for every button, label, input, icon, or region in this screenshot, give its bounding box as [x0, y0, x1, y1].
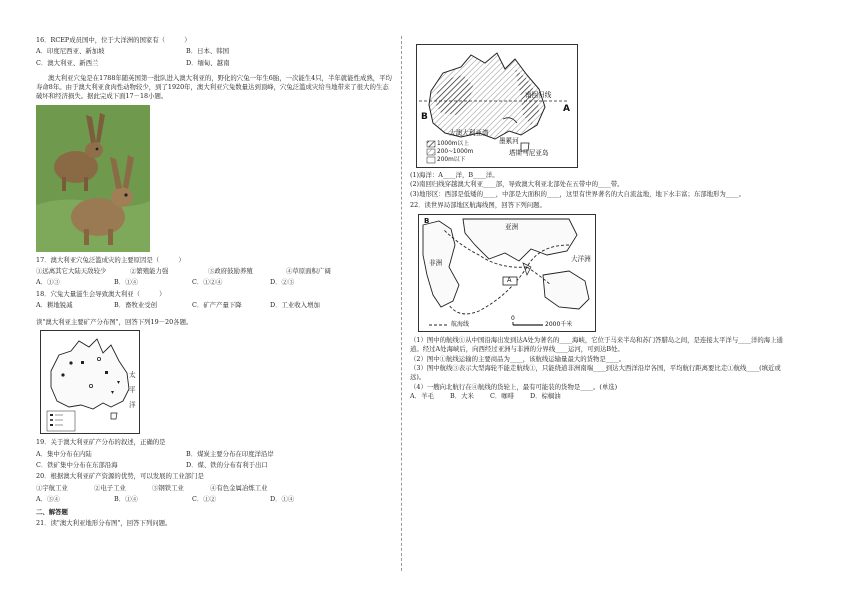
q20-stem: 20．根据澳大利亚矿产资源的优势，可以发展的工业部门是 — [36, 472, 204, 481]
q19-option-c: C．铁矿集中分布在东部沿海 — [36, 460, 118, 469]
q22-part-3: （3）图中航线③表示大型海轮不能走航线①，只能绕道非洲南端____到达大西洋沿岸各国，平均航行距离要比走①航线____(填近或远)。 — [410, 363, 781, 382]
q19-options-row1 — [36, 450, 392, 459]
q16-option-d: D．缅甸、越南 — [186, 58, 230, 67]
q22-option-c: C．咖啡 — [490, 391, 515, 400]
q17-option-a: A．①③ — [36, 278, 60, 287]
relief-legend-mid: 200~1000m — [437, 149, 474, 155]
q20-option-d: D．①④ — [270, 494, 295, 503]
q16-option-c: C．澳大利亚、新西兰 — [36, 58, 99, 67]
australia-relief-map — [416, 44, 578, 168]
rabbit-photo — [36, 105, 150, 252]
left-column — [36, 36, 392, 529]
q22-option-b: B．大米 — [450, 391, 474, 400]
section-2-title: 二、解答题 — [36, 508, 68, 517]
relief-label-b: B — [421, 112, 428, 122]
q19-option-b: B．煤炭主要分布在印度洋沿岸 — [186, 449, 274, 458]
pacific-label-ping: 平 — [129, 386, 136, 395]
relief-legend-low: 200m以下 — [437, 157, 466, 163]
q22-options — [410, 392, 786, 401]
q20-items — [36, 484, 392, 493]
q19-option-d: D．煤、铁的分布有利于出口 — [186, 460, 268, 469]
q17-stem: 17．澳大利亚穴兔泛滥成灾的主要原因是（ ） — [36, 255, 185, 264]
rabbit-illustration — [36, 105, 150, 252]
q18-stem: 18．穴兔大量滋生会导致澳大利亚（ ） — [36, 289, 166, 298]
pacific-label-tai: 太 — [129, 371, 136, 380]
relief-label-bight: 大澳大利亚湾 — [449, 129, 489, 137]
q20-options — [36, 495, 392, 504]
rabbit-passage: 澳大利亚穴兔是在1788年随英国第一批队进入澳大利亚的，野化的穴兔一年生6胎，一次能生4只，半年就能性成熟，平均寿命8年。由于澳大利亚食肉性动物较少，到了1920年，澳大利亚穴兔数量达到顶峰，穴兔泛滥成灾给当地带来了很大的生态破坏和经济损失。据此完成下面17－18小题。 — [36, 73, 392, 101]
route-label-oceania: 大洋洲 — [571, 255, 591, 264]
q18-option-c: C．矿产产量下降 — [192, 300, 242, 309]
q22-part-2: （2）图中①航线运输的主要商品为____，该航线运输量最大的货物是____。 — [410, 354, 625, 363]
route-legend-label: 航海线 — [451, 321, 470, 329]
q17-item-4: ④草原面积广阔 — [286, 266, 331, 275]
relief-label-a: A — [563, 104, 570, 114]
route-label-asia: 亚洲 — [505, 223, 519, 232]
shipping-route-drawing — [419, 215, 596, 332]
q18-option-d: D．工业收入增加 — [270, 300, 320, 309]
q20-option-b: B．①④ — [114, 494, 138, 503]
q17-item-2: ②繁殖能力强 — [130, 266, 169, 275]
right-column — [410, 44, 786, 403]
q21-part-2: (2)南回归线穿越澳大利亚____部，导致澳大利亚北部处在五带中的____带。 — [410, 180, 624, 189]
q16-option-a: A．印度尼西亚、新加坡 — [36, 47, 105, 56]
q17-item-3: ③政府鼓励养殖 — [208, 266, 253, 275]
q20-option-a: A．③④ — [36, 494, 60, 503]
column-divider — [401, 36, 402, 571]
route-scale-zero: 0 — [511, 315, 515, 323]
mineral-map-intro: 读"澳大利亚主要矿产分布图"，回答下列19－20各题。 — [36, 318, 193, 327]
q20-item-1: ①宇航工业 — [36, 483, 68, 492]
australia-mineral-map — [40, 330, 140, 434]
q20-item-2: ②电子工业 — [94, 483, 126, 492]
q16-option-b: B．日本、韩国 — [186, 47, 230, 56]
q17-option-d: D．②③ — [270, 278, 295, 287]
relief-label-tasmania: 塔斯马尼亚岛 — [509, 149, 549, 157]
route-scale-km: 2000千米 — [545, 321, 573, 329]
q20-item-3: ③钢铁工业 — [152, 483, 184, 492]
q17-option-c: C．①②④ — [192, 278, 223, 287]
pacific-label-yang: 洋 — [129, 401, 136, 410]
relief-legend-high: 1000m以上 — [437, 141, 469, 147]
q21-part-1: (1)海洋：A____洋，B____洋。 — [410, 171, 499, 179]
q19-stem: 19．关于澳大利亚矿产分布的叙述，正确的是 — [36, 438, 166, 447]
q22-option-a: A．羊毛 — [410, 391, 434, 400]
relief-label-murray: 墨累河 — [499, 137, 519, 145]
q21-stem: 21．读"澳大利亚地形分布图"，回答下列问题。 — [36, 519, 172, 528]
relief-label-tropic: 南回归线 — [525, 91, 552, 99]
route-label-a: A — [507, 276, 512, 285]
q20-item-4: ④有色金属冶炼工业 — [210, 483, 268, 492]
q19-options-row2 — [36, 461, 392, 470]
q22-stem: 22．读世界局部地区航海线图，回答下列问题。 — [410, 200, 546, 209]
route-label-b: B — [424, 217, 430, 226]
q19-option-a: A．集中分布在内陆 — [36, 449, 92, 458]
q17-items — [36, 267, 392, 276]
q16-options-row1 — [36, 47, 392, 56]
q17-item-1: ①远离其它大陆天敌较少 — [36, 266, 107, 275]
q18-options — [36, 301, 392, 310]
shipping-route-map — [418, 214, 596, 332]
q17-options — [36, 278, 392, 287]
australia-mineral-map-drawing — [41, 331, 140, 434]
route-label-africa: 非洲 — [429, 259, 443, 268]
q22-option-d: D．棕榈油 — [530, 391, 561, 400]
q18-option-b: B．畜牧业受创 — [114, 300, 158, 309]
q22-part-4: （4）一艘向北航行在④航线的货轮上，最有可能装的货物是____。(单选) — [410, 382, 618, 391]
q20-option-c: C．①② — [192, 494, 217, 503]
q22-part-1: （1）图中的航线①从中国沿海出发到达A处为著名的____海峡，它位于马来半岛和苏门答腊岛之间，是连接太平洋与____洋的海上通道。经过A处海峡后，向西经过亚洲与非洲的分界线____运河，可到达B处。 — [410, 336, 783, 354]
q17-option-b: B．①④ — [114, 278, 138, 287]
q21-part-3: (3)地形区：西部是低矮的____，中部是大面积的____，这里有世界著名的大自流盆地，地下水丰富；东部地形为____。 — [410, 189, 745, 198]
q16-options-row2 — [36, 59, 392, 68]
q18-option-a: A．耕地锐减 — [36, 300, 73, 309]
q16-stem: 16．RCEP成员国中，位于大洋洲的国家有（ ） — [36, 36, 191, 44]
